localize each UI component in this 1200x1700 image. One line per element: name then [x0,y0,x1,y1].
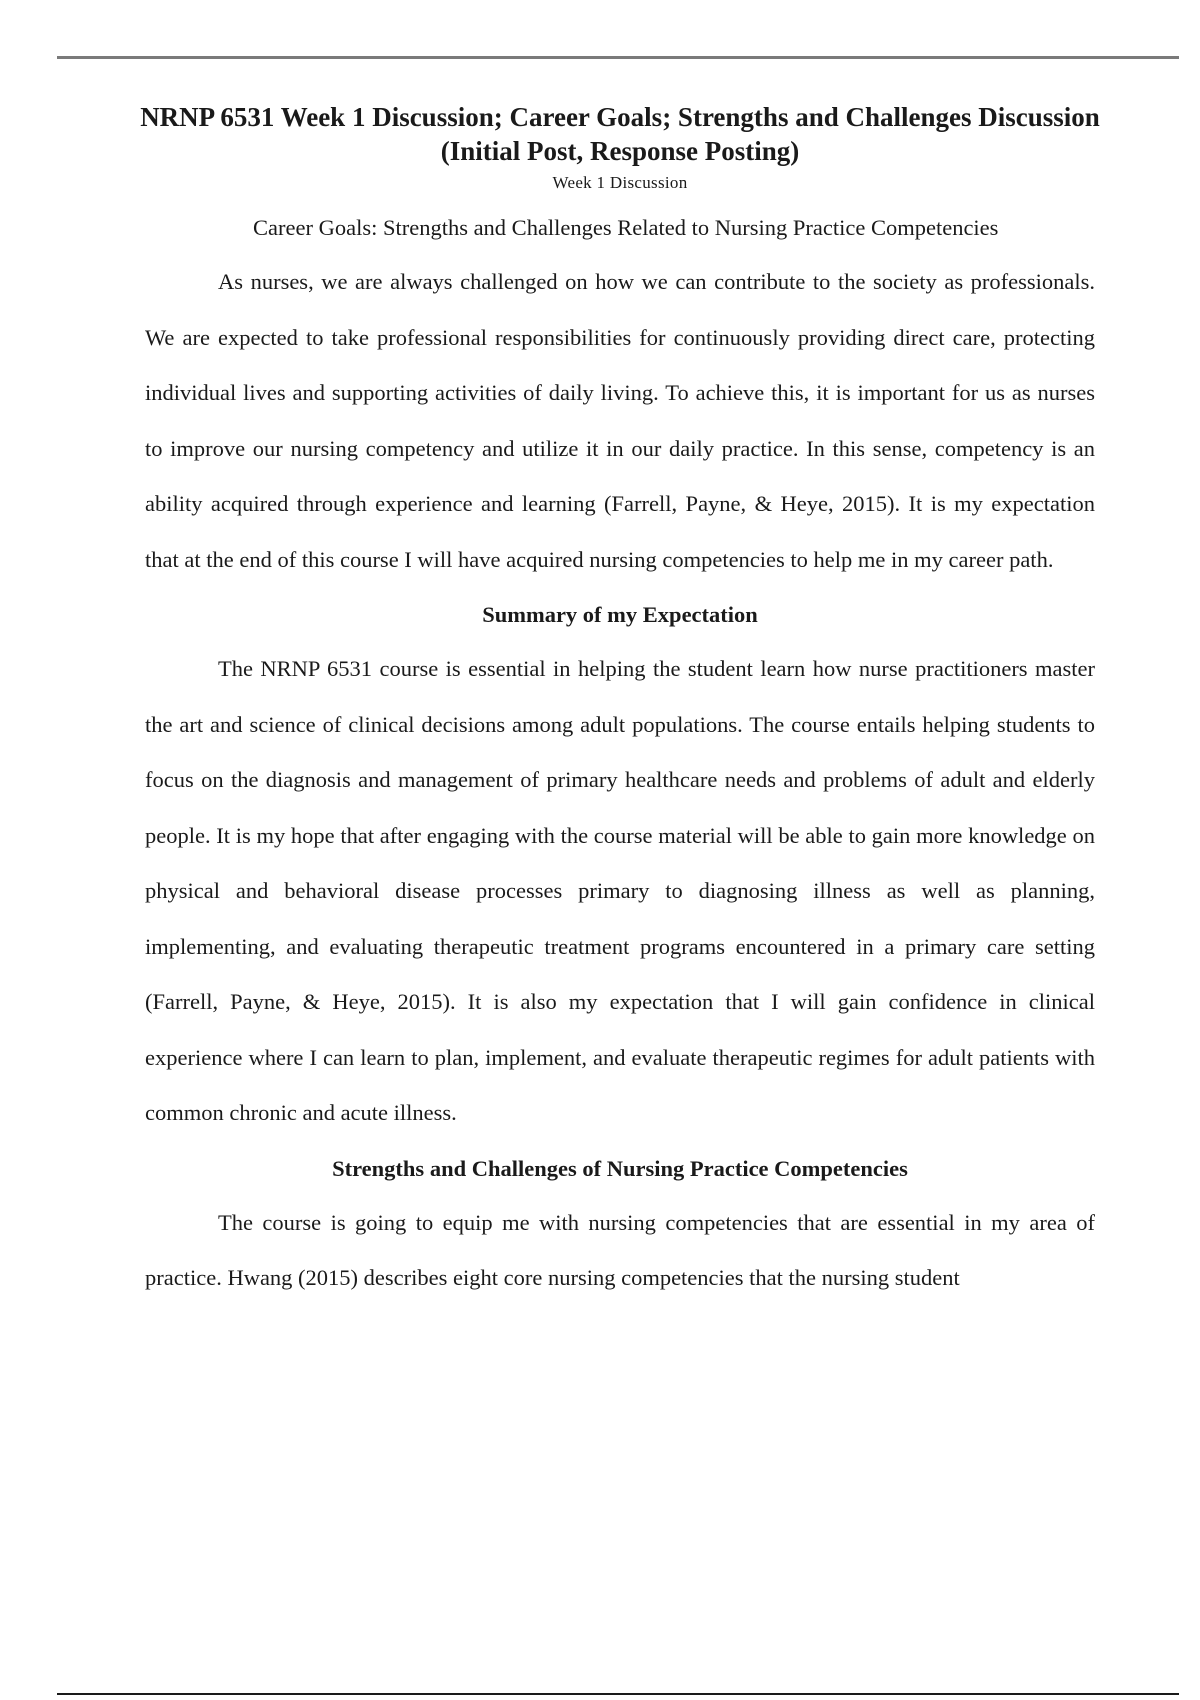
strengths-paragraph: The course is going to equip me with nursing competencies that are essential in my area of practice. Hwang (2015) describes eight core nursing competencies that the nursing student [145,1209,1095,1290]
section-heading-summary: Summary of my Expectation [482,602,758,627]
document-title: NRNP 6531 Week 1 Discussion; Career Goals; Strengths and Challenges Discussion (Initial Post, Response Posting) [140,102,1100,166]
intro-paragraph: As nurses, we are always challenged on how we can contribute to the society as professionals. We are expected to take professional responsibilities for continuously providing direct care, protecting individual lives and supporting activities of daily living. To achieve this, it is important for us as nurses to improve our nursing competency and utilize it in our daily practice. In this sense, competency is an ability acquired through experience and learning (Farrell, Payne, & Heye, 2015). It is my expectation that at the end of this course I will have acquired nursing competencies to help me in my career path. [145,269,1095,572]
intro-heading: Career Goals: Strengths and Challenges Related to Nursing Practice Competencies [253,215,999,240]
summary-paragraph: The NRNP 6531 course is essential in helping the student learn how nurse practitioners master the art and science of clinical decisions among adult populations. The course entails helping students to focus on the diagnosis and management of primary healthcare needs and problems of adult and elderly people. It is my hope that after engaging with the course material will be able to gain more knowledge on physical and behavioral disease processes primary to diagnosing illness as well as planning, implementing, and evaluating therapeutic treatment programs encountered in a primary care setting (Farrell, Payne, & Heye, 2015). It is also my expectation that I will gain confidence in clinical experience where I can learn to plan, implement, and evaluate therapeutic regimes for adult patients with common chronic and acute illness. [145,656,1095,1125]
section-heading-strengths: Strengths and Challenges of Nursing Practice Competencies [332,1155,908,1181]
document-page [140,100,1100,1306]
bottom-rule [57,1693,1179,1695]
top-rule [57,56,1179,59]
document-subtitle: Week 1 Discussion [552,173,688,192]
